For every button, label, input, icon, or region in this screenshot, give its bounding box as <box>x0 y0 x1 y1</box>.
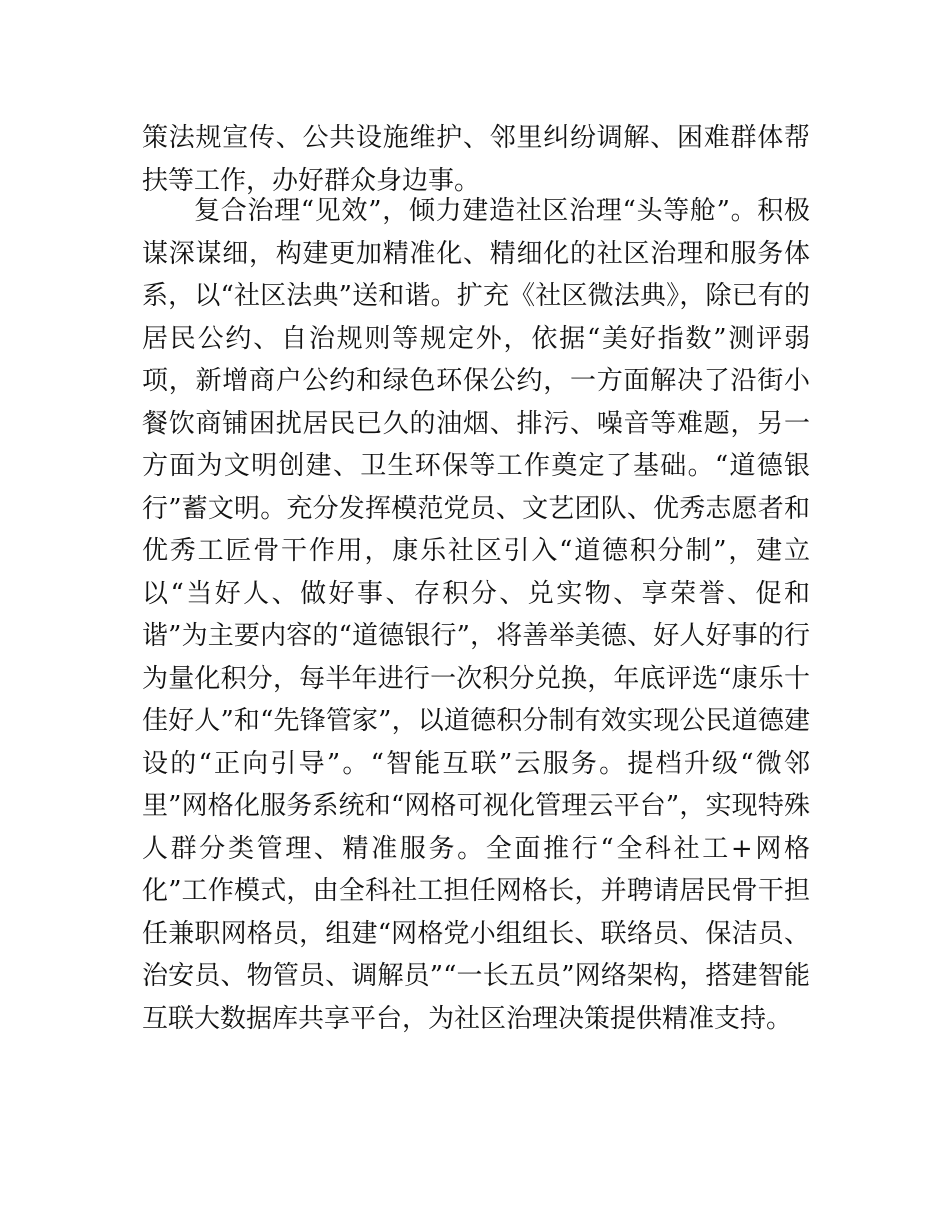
paragraph-continuation: 策法规宣传、公共设施维护、邻里纠纷调解、困难群体帮扶等工作，办好群众身边事。 <box>142 123 810 196</box>
paragraph-main-block <box>142 190 810 1040</box>
paragraph-composite-governance: 复合治理“见效”，倾力建造社区治理“头等舱”。积极谋深谋细，构建更加精准化、精细化的社区治理和服务体系，以“社区法典”送和谐。扩充《社区微法典》，除已有的居民公约、自治规则等规定外，依据“美好指数”测评弱项，新增商户公约和绿色环保公约，一方面解决了沿街小餐饮商铺困扰居民已久的油烟、排污、噪音等难题，另一方面为文明创建、卫生环保等工作奠定了基础。“道德银行”蓄文明。充分发挥模范党员、文艺团队、优秀志愿者和优秀工匠骨干作用，康乐社区引入“道德积分制”，建立以“当好人、做好事、存积分、兑实物、享荣誉、促和谐”为主要内容的“道德银行”，将善举美德、好人好事的行为量化积分，每半年进行一次积分兑换，年底评选“康乐十佳好人”和“先锋管家”，以道德积分制有效实现公民道德建设的“正向引导”。“智能互联”云服务。提档升级“微邻里”网格化服务系统和“网格可视化管理云平台”，实现特殊人群分类管理、精准服务。全面推行“全科社工+网格化”工作模式，由全科社工担任网格长，并聘请居民骨干担任兼职网格员，组建“网格党小组组长、联络员、保洁员、治安员、物管员、调解员”“一长五员”网络架构，搭建智能互联大数据库共享平台，为社区治理决策提供精准支持。 <box>142 196 810 1034</box>
